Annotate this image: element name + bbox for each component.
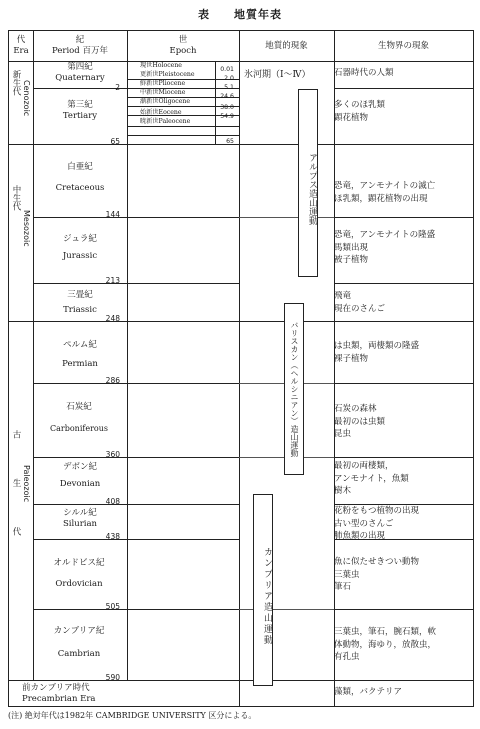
epoch-eocene: 始新世Eocene	[140, 109, 182, 116]
period-quaternary: 第四紀 Quaternary	[55, 62, 105, 83]
bio-jurassic: 恐竜，アンモナイトの隆盛 馬類出現 被子植物	[334, 230, 436, 265]
bio-rule	[334, 609, 473, 610]
bio-rule	[334, 457, 473, 458]
geo-caledonian-box	[253, 494, 273, 686]
geo-variscan-text: バリスカン（ヘルシニアン）造山運動	[290, 321, 299, 457]
period-silurian: シルル紀 Silurian	[62, 508, 98, 529]
period-ordovician: オルドビス紀 Ordovician	[53, 558, 105, 589]
table-title: 表 地質年表	[198, 8, 282, 21]
age-label: 590	[105, 673, 120, 682]
era-mesozoic: 中生代	[11, 185, 21, 211]
age-label: 144	[105, 210, 120, 219]
age-label: 248	[105, 314, 120, 323]
epoch-pliocene: 鮮新世Pliocene	[140, 80, 186, 87]
header-biologic: 生物界の現象	[377, 41, 429, 51]
period-cretaceous: 白亜紀 Cretaceous	[55, 162, 105, 193]
divider-epoch-geo	[239, 31, 240, 706]
epoch-miocene: 中新世Miocene	[140, 89, 186, 96]
bio-rule	[334, 383, 473, 384]
boundary-carboniferous-devonian	[33, 457, 239, 458]
epoch-age: 65	[226, 138, 234, 145]
age-label: 438	[105, 532, 120, 541]
epoch-rule	[127, 135, 239, 136]
age-label: 65	[110, 137, 120, 146]
divider-period-epoch	[127, 31, 128, 680]
bio-permian: は虫類，両棲類の隆盛 裸子植物	[334, 341, 420, 364]
bio-rule	[334, 88, 473, 89]
era-cenozoic-en: Cenozoic	[22, 80, 31, 117]
age-label: 2	[115, 83, 120, 92]
bio-precambrian: 藻類，バクテリア	[334, 687, 403, 697]
age-label: 360	[105, 450, 120, 459]
boundary-cretaceous-jurassic	[33, 217, 239, 218]
epoch-age: 2.0	[224, 75, 234, 82]
period-carboniferous: 石炭紀 Carboniferous	[50, 402, 108, 433]
bio-cambrian: 三葉虫，筆石，腕石類，軟 体動物，海ゆり，放散虫， 有孔虫	[334, 627, 437, 662]
era-mesozoic-en: Mesozoic	[22, 210, 31, 247]
bio-cretaceous: 恐竜，アンモナイトの滅亡 ほ乳類，顕花植物の出現	[334, 181, 436, 204]
epoch-oligocene: 漸新世Oligocene	[140, 98, 191, 105]
boundary-permian-carboniferous	[33, 383, 239, 384]
boundary-ordovician-cambrian	[33, 609, 239, 610]
epoch-age: 38.0	[220, 104, 234, 111]
epoch-paleocene: 暁新世Paleocene	[140, 118, 191, 125]
era-paleozoic-en: Paleozoic	[22, 465, 31, 503]
header-period: 紀 Period 百万年	[52, 35, 108, 56]
geo-glacial: 氷河期（Ⅰ～Ⅳ）	[244, 70, 311, 80]
epoch-holocene: 現世Holocene	[140, 62, 182, 69]
epoch-pleistocene: 更新世Pleistocene	[140, 71, 195, 78]
footnote: (注) 絶対年代は1982年 CAMBRIDGE UNIVERSITY 区分による。	[8, 711, 257, 720]
boundary-jurassic-triassic	[33, 283, 239, 284]
geo-alpine-box	[298, 89, 318, 277]
geo-rule	[239, 217, 334, 218]
bio-rule	[334, 217, 473, 218]
bio-quaternary: 石器時代の人類	[334, 68, 394, 78]
header-era: 代 Era	[13, 35, 29, 56]
period-triassic: 三畳紀 Triassic	[63, 290, 97, 315]
geo-caledonian-text: カンブリア造山運動	[262, 546, 272, 646]
geo-alpine-text: アルプス造山運動	[307, 153, 317, 225]
period-tertiary: 第三紀 Tertiary	[62, 100, 98, 121]
period-jurassic: ジュラ紀 Jurassic	[62, 234, 98, 261]
header-geologic: 地質的現象	[265, 41, 308, 51]
header-epoch: 世 Epoch	[169, 35, 197, 56]
epoch-age: 24.6	[220, 93, 234, 100]
boundary-silurian-ordovician	[33, 539, 239, 540]
geo-variscan-box	[284, 303, 304, 475]
era-cenozoic: 新生代	[11, 70, 21, 96]
boundary-mesozoic-paleozoic	[9, 321, 473, 322]
era-paleozoic: 古生代	[11, 430, 21, 576]
era-precambrian: 前カンブリア時代 Precambrian Era	[22, 683, 96, 704]
epoch-age: 54.9	[220, 113, 234, 120]
bio-silurian: 花粉をもつ植物の出現 古い型のさんご 肺魚類の出現	[334, 506, 420, 541]
period-permian: ペルム紀 Permian	[62, 340, 98, 369]
period-cambrian: カンブリア紀 Cambrian	[53, 626, 105, 659]
boundary-devonian-silurian	[33, 504, 239, 505]
divider-geo-bio	[334, 31, 335, 706]
age-label: 286	[105, 376, 120, 385]
age-label: 408	[105, 497, 120, 506]
age-label: 505	[105, 602, 120, 611]
boundary-cenozoic-mesozoic	[9, 144, 473, 145]
bio-rule	[334, 283, 473, 284]
period-devonian: デボン紀 Devonian	[59, 462, 101, 489]
epoch-age: 0.01	[220, 66, 234, 73]
epoch-age: 5.1	[224, 84, 234, 91]
bio-tertiary: 多くのほ乳類 顕花植物	[334, 100, 386, 123]
boundary-paleozoic-precambrian	[9, 680, 473, 681]
bio-devonian: 最初の両棲類， アンモナイト，魚類 樹木	[334, 461, 409, 496]
age-label: 213	[105, 276, 120, 285]
bio-ordovician: 魚に似たせきつい動物 三葉虫 筆石	[334, 557, 420, 592]
bio-triassic: 飛竜 現在のさんご	[334, 291, 386, 314]
bio-carboniferous: 石炭の森林 最初のは虫類 昆虫	[334, 404, 386, 439]
